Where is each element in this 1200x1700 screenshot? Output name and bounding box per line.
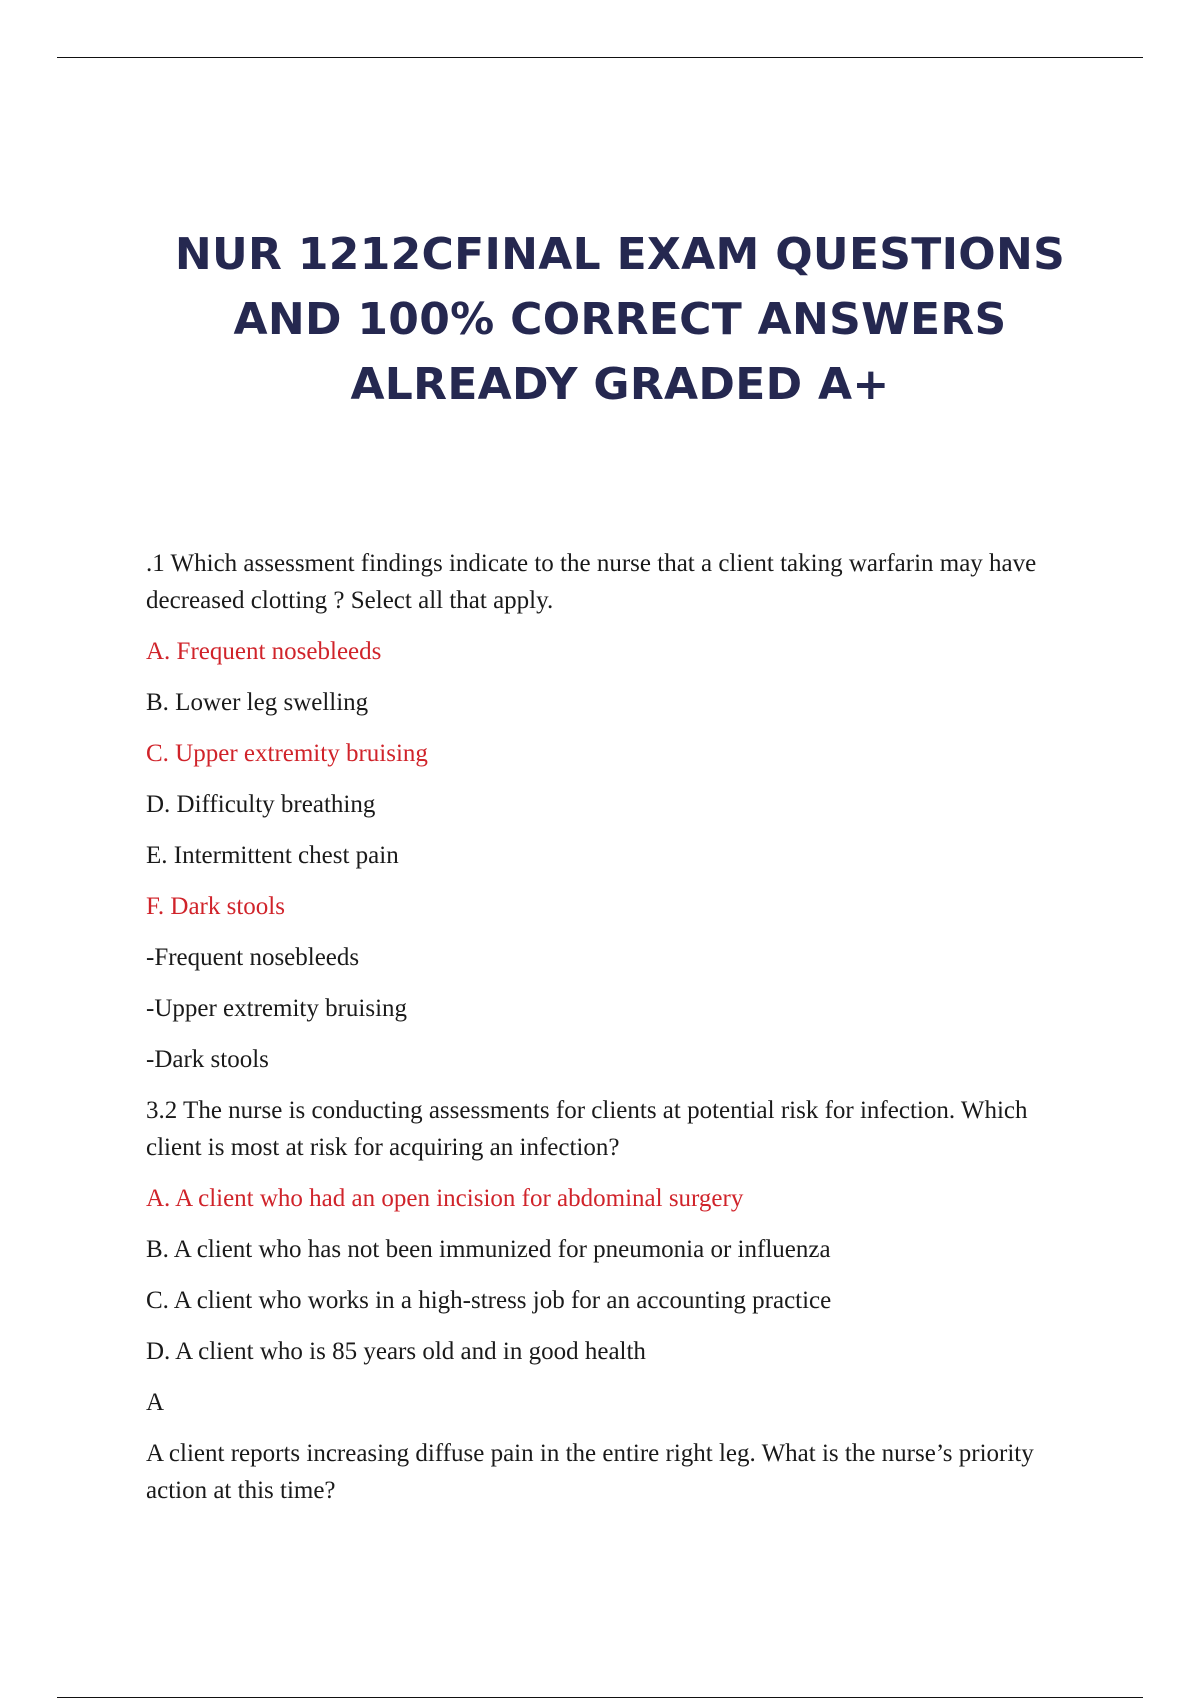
q1-option-b: B. Lower leg swelling [146,689,369,716]
q1-answer-2: -Upper extremity bruising [146,995,408,1022]
title-line-2: AND 100% CORRECT ANSWERS [233,294,1007,345]
q1-answer-1: -Frequent nosebleeds [146,944,360,971]
q1-answer-3: -Dark stools [146,1046,269,1073]
question-2-text: 3.2 The nurse is conducting assessments for clients at potential risk for infection. Which client is most at risk for acquiring an infection? [146,1097,1028,1161]
q1-option-d: D. Difficulty breathing [146,791,376,818]
q1-option-f: F. Dark stools [146,893,285,920]
title-line-1: NUR 1212CFINAL EXAM QUESTIONS [174,229,1066,280]
document-title [150,222,1090,417]
q2-option-d: D. A client who is 85 years old and in good health [146,1338,646,1365]
question-3-text: A client reports increasing diffuse pain in the entire right leg. What is the nurse’s priority action at this time? [146,1440,1034,1504]
top-rule [57,57,1143,58]
question-1-text: .1 Which assessment findings indicate to the nurse that a client taking warfarin may have decreased clotting ? Select all that apply. [146,550,1037,614]
title-line-3: ALREADY GRADED A+ [350,359,890,410]
q2-option-b: B. A client who has not been immunized for pneumonia or influenza [146,1236,831,1263]
q1-option-c: C. Upper extremity bruising [146,740,428,767]
q1-option-a: A. Frequent nosebleeds [146,638,382,665]
q2-option-a: A. A client who had an open incision for abdominal surgery [146,1185,744,1212]
document-body [146,545,1086,1523]
q1-option-e: E. Intermittent chest pain [146,842,399,869]
bottom-rule [57,1697,1143,1698]
q2-answer: A [146,1389,165,1416]
q2-option-c: C. A client who works in a high-stress job for an accounting practice [146,1287,832,1314]
